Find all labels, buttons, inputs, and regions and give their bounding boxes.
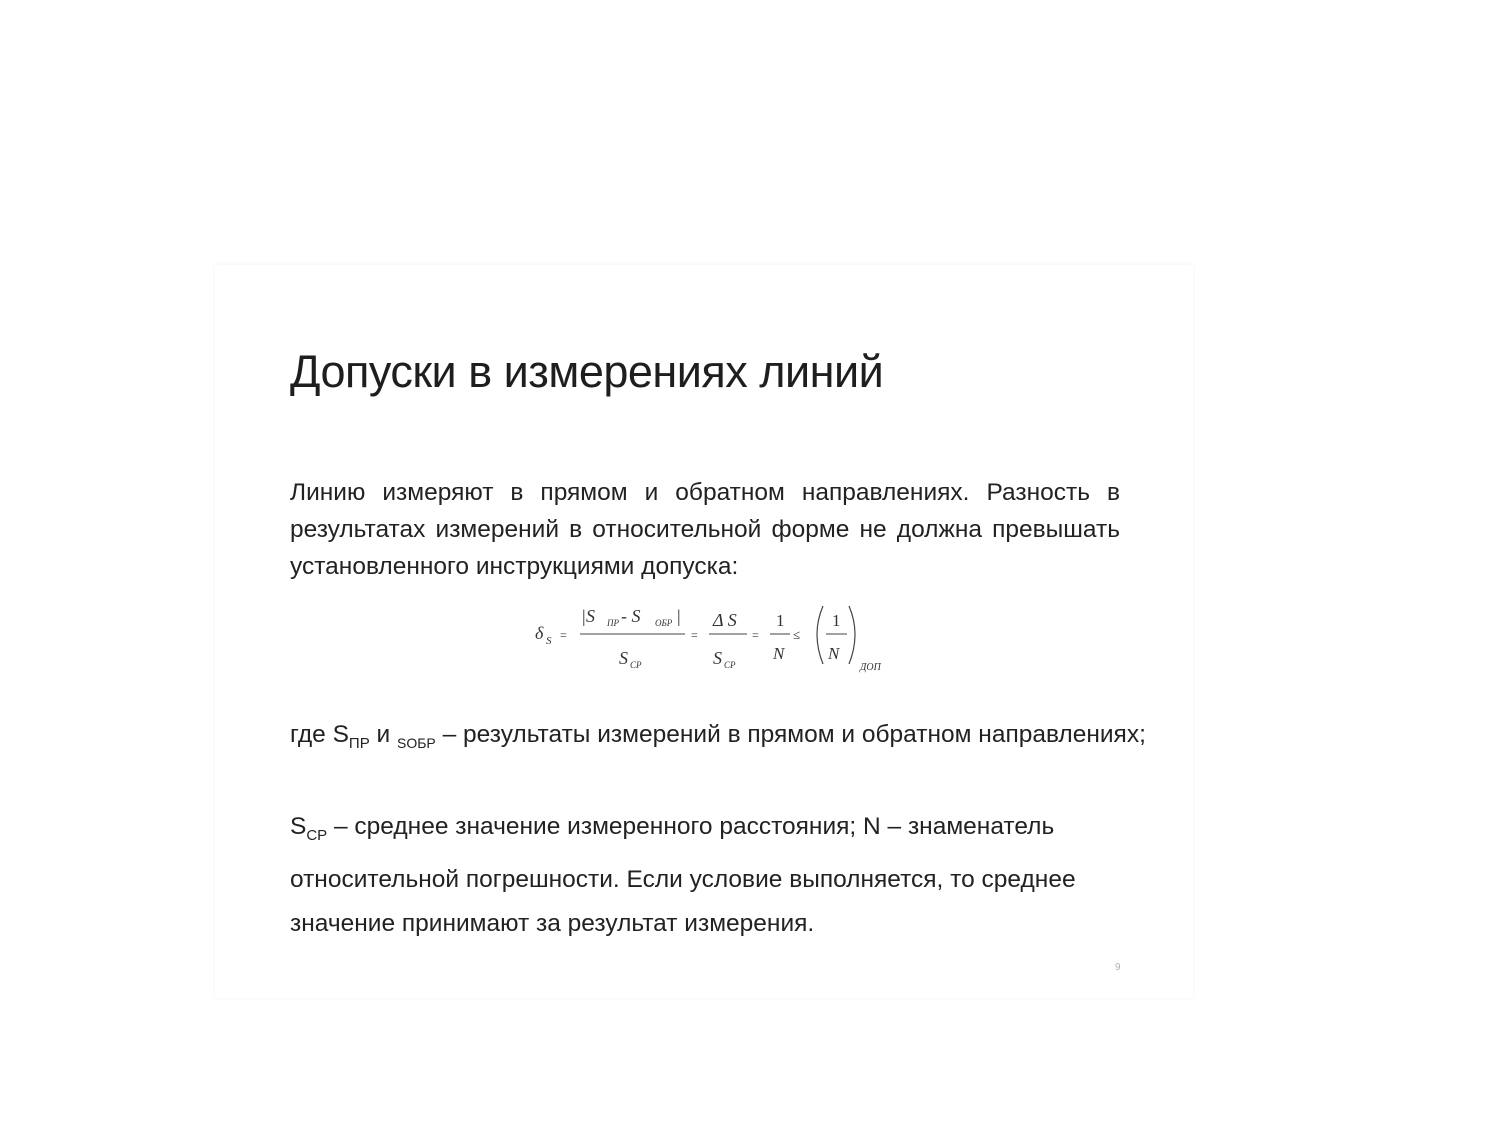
formula-num4: 1	[832, 611, 841, 630]
formula-den2: S	[713, 648, 722, 668]
formula-dop-sub: ДОП	[860, 662, 881, 673]
formula-delta-sub: S	[546, 635, 552, 647]
scp-sub: СР	[306, 827, 328, 844]
left-paren	[817, 606, 823, 664]
formula-num1-sub: ПР	[607, 618, 619, 628]
where-and: и	[369, 721, 398, 748]
where-rest: – результаты измерений в прямом и обратном направлениях;	[435, 721, 1146, 748]
where-sub-pr: ПР	[348, 735, 370, 752]
formula-num1: |S	[581, 606, 595, 626]
slide-title: Допуски в измерениях линий	[290, 346, 884, 397]
formula-num2-sub: ОБР	[655, 618, 673, 628]
formula-num3: 1	[776, 611, 785, 630]
formula-num-close: |	[677, 606, 681, 626]
slide-number: 9	[1115, 962, 1121, 973]
formula-eq1: =	[560, 628, 567, 642]
scp-rest: – среднее значение измеренного расстояния; N – знаменатель относительной погрешности. Если условие выполняется, то среднее значение принимают за результат измерения.	[290, 813, 1076, 937]
tolerance-formula	[535, 594, 895, 684]
where-paragraph	[290, 716, 1160, 763]
formula-den3: N	[773, 644, 785, 663]
formula-eq3: =	[752, 628, 759, 642]
where-prefix: где S	[290, 721, 349, 748]
formula-den2-sub: СР	[724, 660, 736, 670]
formula-den1-sub: СР	[630, 660, 642, 670]
scp-paragraph	[290, 805, 1160, 946]
formula-delta: δ	[535, 623, 544, 643]
formula-eq2: =	[691, 628, 698, 642]
formula-num2: Δ S	[713, 610, 737, 630]
right-paren	[849, 606, 855, 664]
scp-main: S	[290, 813, 307, 840]
formula-den4: N	[828, 644, 840, 663]
formula-minus: - S	[621, 606, 641, 626]
formula-den1: S	[619, 648, 628, 668]
formula-leq: ≤	[793, 627, 801, 642]
where-sub-sobr: SОБР	[397, 735, 436, 751]
intro-paragraph: Линию измеряют в прямом и обратном направлениях. Разность в результатах измерений в относительной форме не должна превышать установленного инструкциями допуска:	[290, 479, 1120, 580]
